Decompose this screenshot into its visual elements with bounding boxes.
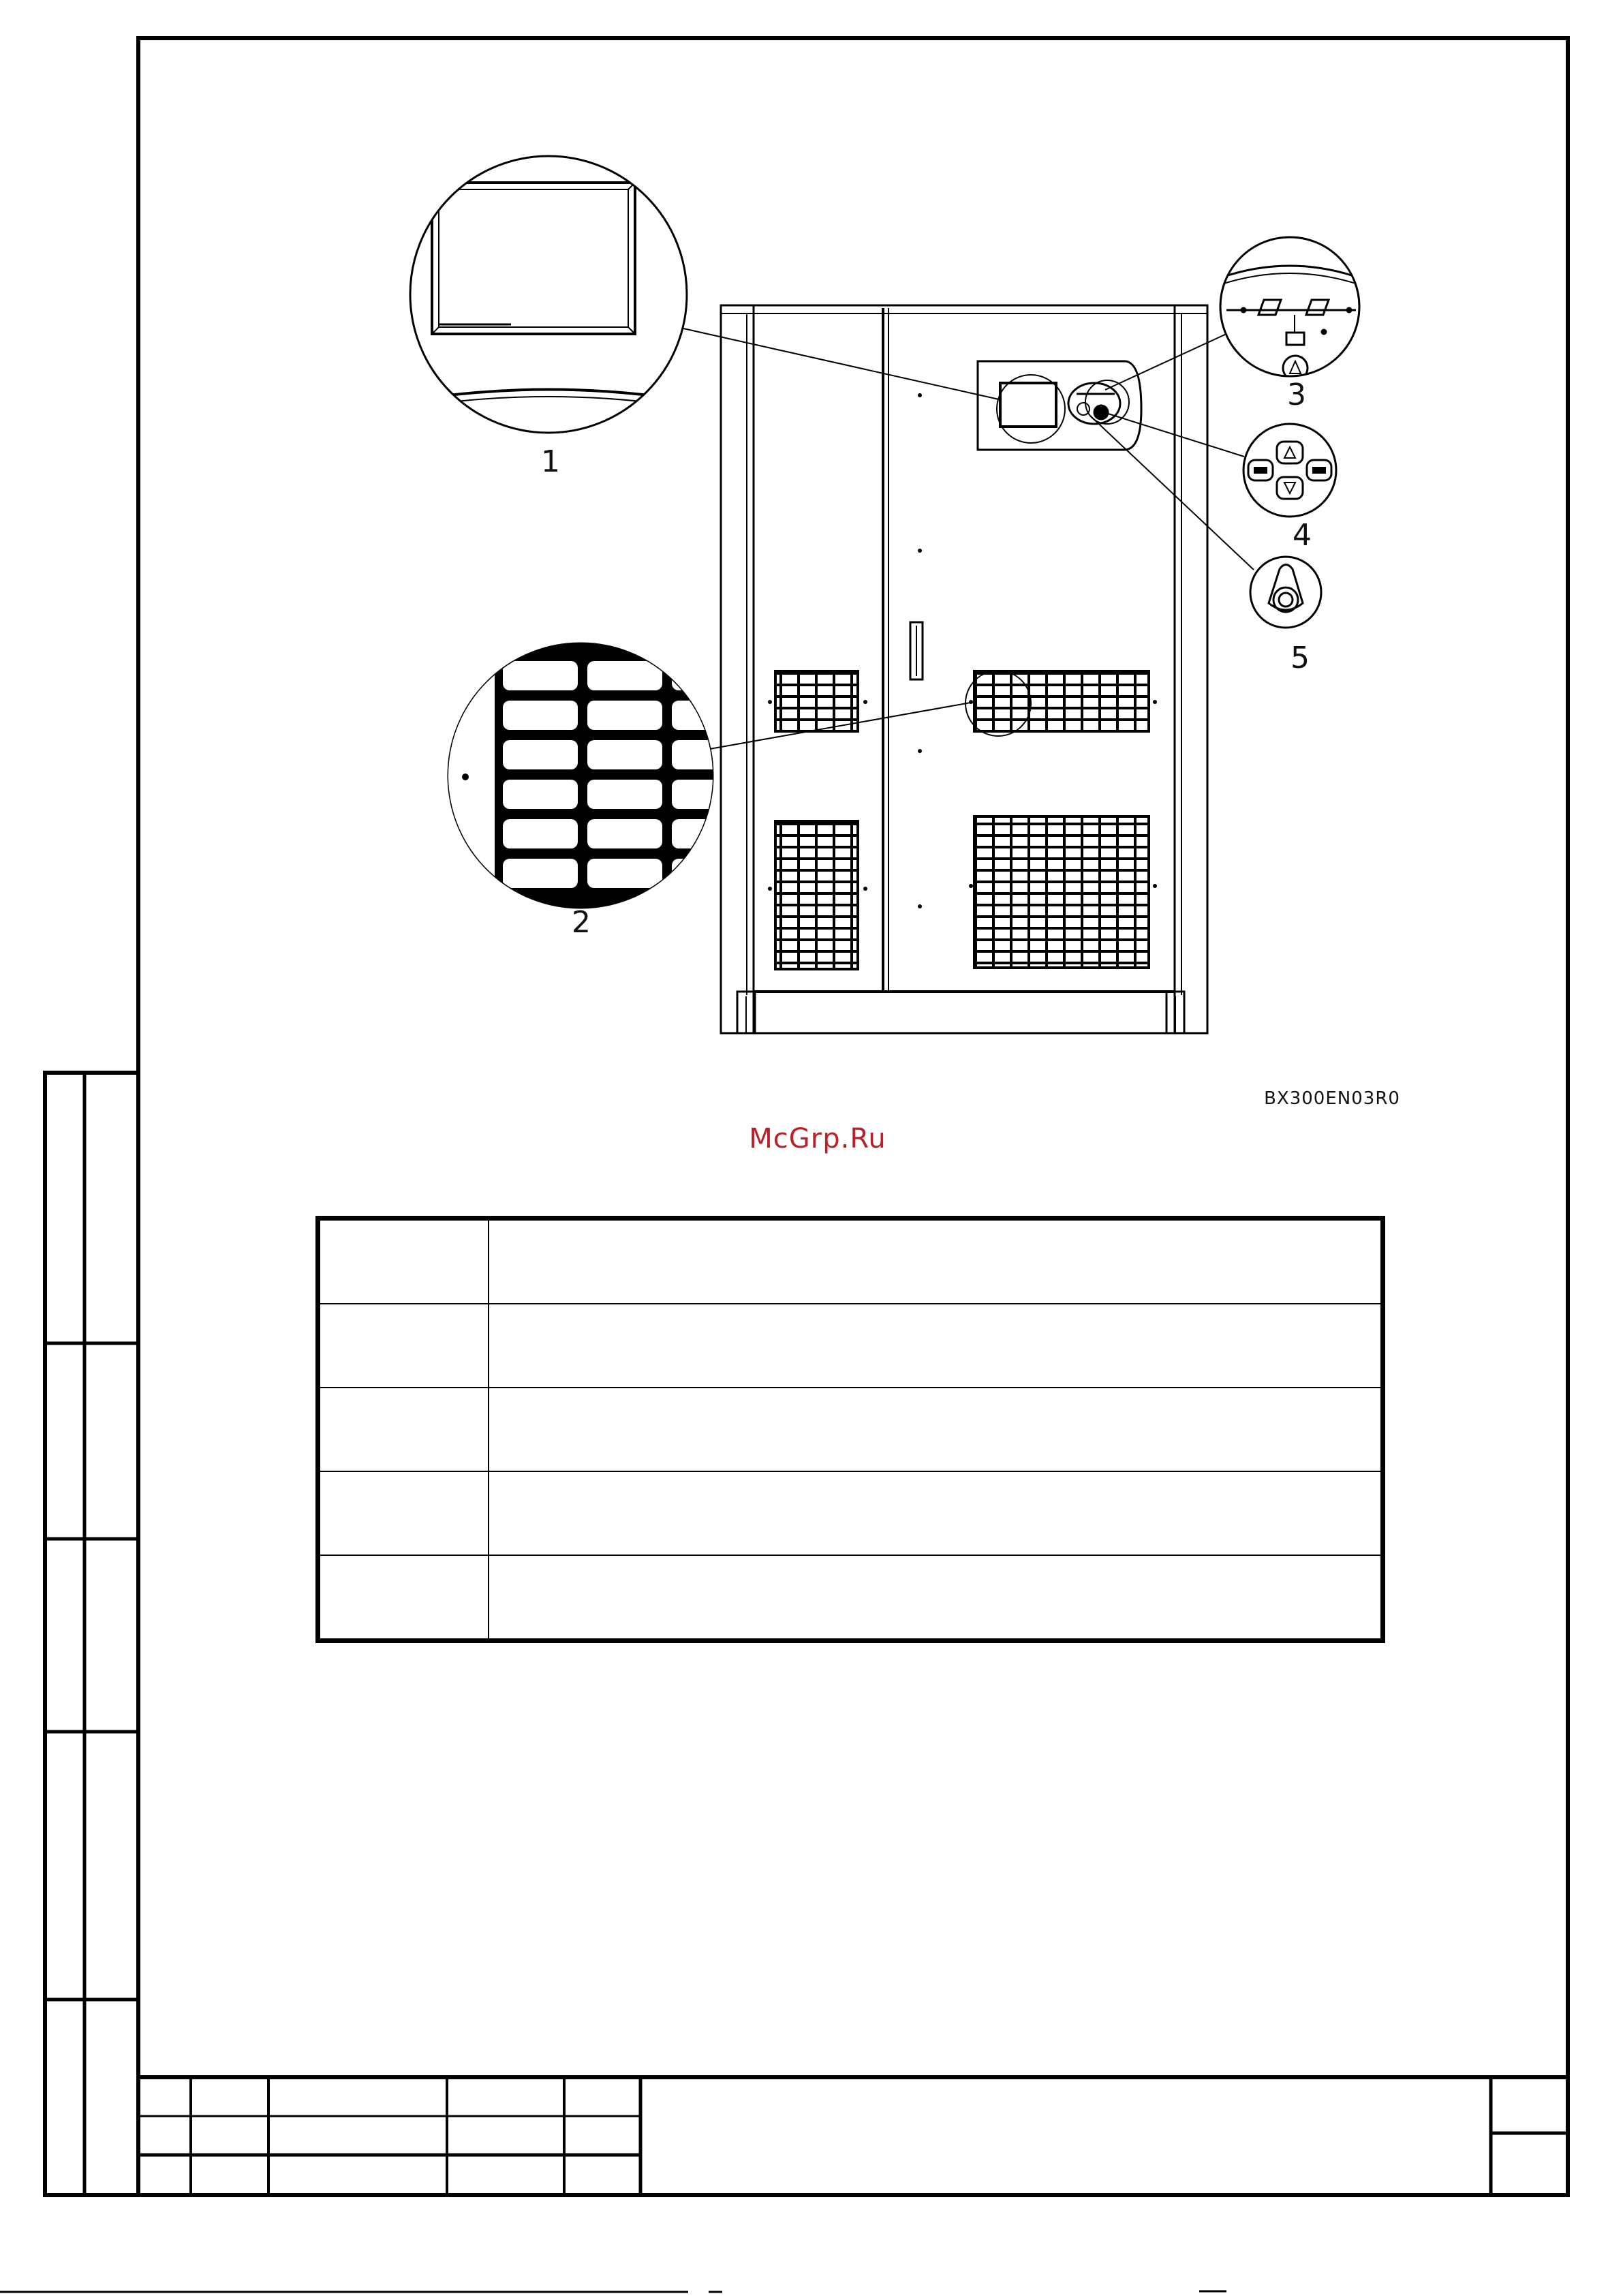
legend-row <box>318 1304 1383 1388</box>
detail-5-keyswitch-zoom <box>1250 557 1321 628</box>
legend-key <box>318 1555 489 1641</box>
legend-row <box>318 1555 1383 1641</box>
drawing-code: BX300EN03R0 <box>1264 1088 1400 1109</box>
detail-3-indicator-zoom <box>1220 237 1360 380</box>
legend-key <box>318 1304 489 1388</box>
legend-row <box>318 1219 1383 1304</box>
callout-5: 5 <box>1290 641 1310 675</box>
legend-key <box>318 1471 489 1555</box>
legend-table <box>315 1216 1385 1643</box>
legend-key <box>318 1388 489 1471</box>
detail-2-grille-zoom <box>443 643 747 910</box>
callout-2: 2 <box>572 905 591 940</box>
legend-value <box>489 1304 1383 1388</box>
leader-lines <box>683 328 1254 750</box>
legend-row <box>318 1471 1383 1555</box>
detail-4-keypad-zoom <box>1243 424 1336 517</box>
legend-value <box>489 1555 1383 1641</box>
legend-value <box>489 1471 1383 1555</box>
legend-value <box>489 1388 1383 1471</box>
callout-4: 4 <box>1293 518 1312 553</box>
legend-value <box>489 1219 1383 1304</box>
callout-1: 1 <box>541 444 560 479</box>
legend-key <box>318 1219 489 1304</box>
sheet-frame <box>0 38 1568 2292</box>
detail-1-display-zoom <box>409 156 688 433</box>
ventilation-grilles <box>775 671 1149 969</box>
watermark-text: McGrp.Ru <box>749 1123 886 1154</box>
callout-3: 3 <box>1287 378 1306 412</box>
legend-row <box>318 1388 1383 1471</box>
